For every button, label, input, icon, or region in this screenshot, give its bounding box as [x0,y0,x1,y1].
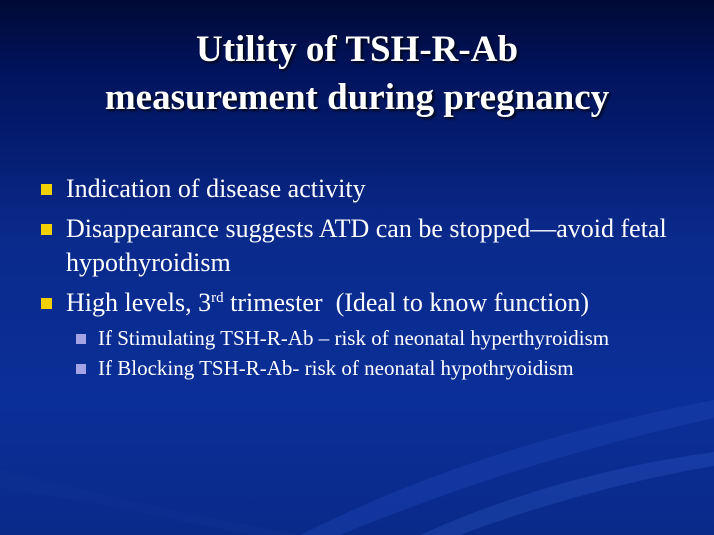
square-sub-bullet-icon [76,334,86,344]
sub-bullet-item [36,324,696,352]
square-bullet-icon [41,224,52,235]
bullet-text: Indication of disease activity [66,174,366,203]
sub-bullet-text: If Stimulating TSH-R-Ab – risk of neonatal hyperthyroidism [98,326,610,350]
bullet-text-before: High levels, 3 [66,288,212,317]
title-line-1: Utility of TSH-R-Ab [195,29,519,70]
bullet-item [36,172,696,206]
square-bullet-icon [41,184,52,195]
bullet-list [36,172,696,386]
title-line-2: measurement during pregnancy [104,77,610,118]
bullet-item [36,212,696,280]
ordinal-superscript: rd [211,290,224,306]
bullet-item [36,286,696,320]
square-bullet-icon [41,298,52,309]
slide-title [0,26,714,122]
sub-bullet-text: If Blocking TSH-R-Ab- risk of neonatal hypothryoidism [98,356,574,380]
sub-bullet-item [36,354,696,382]
bullet-text-after: trimester (Ideal to know function) [223,288,589,317]
bullet-text: Disappearance suggests ATD can be stopped—avoid fetal hypothyroidism [66,214,667,277]
square-sub-bullet-icon [76,364,86,374]
